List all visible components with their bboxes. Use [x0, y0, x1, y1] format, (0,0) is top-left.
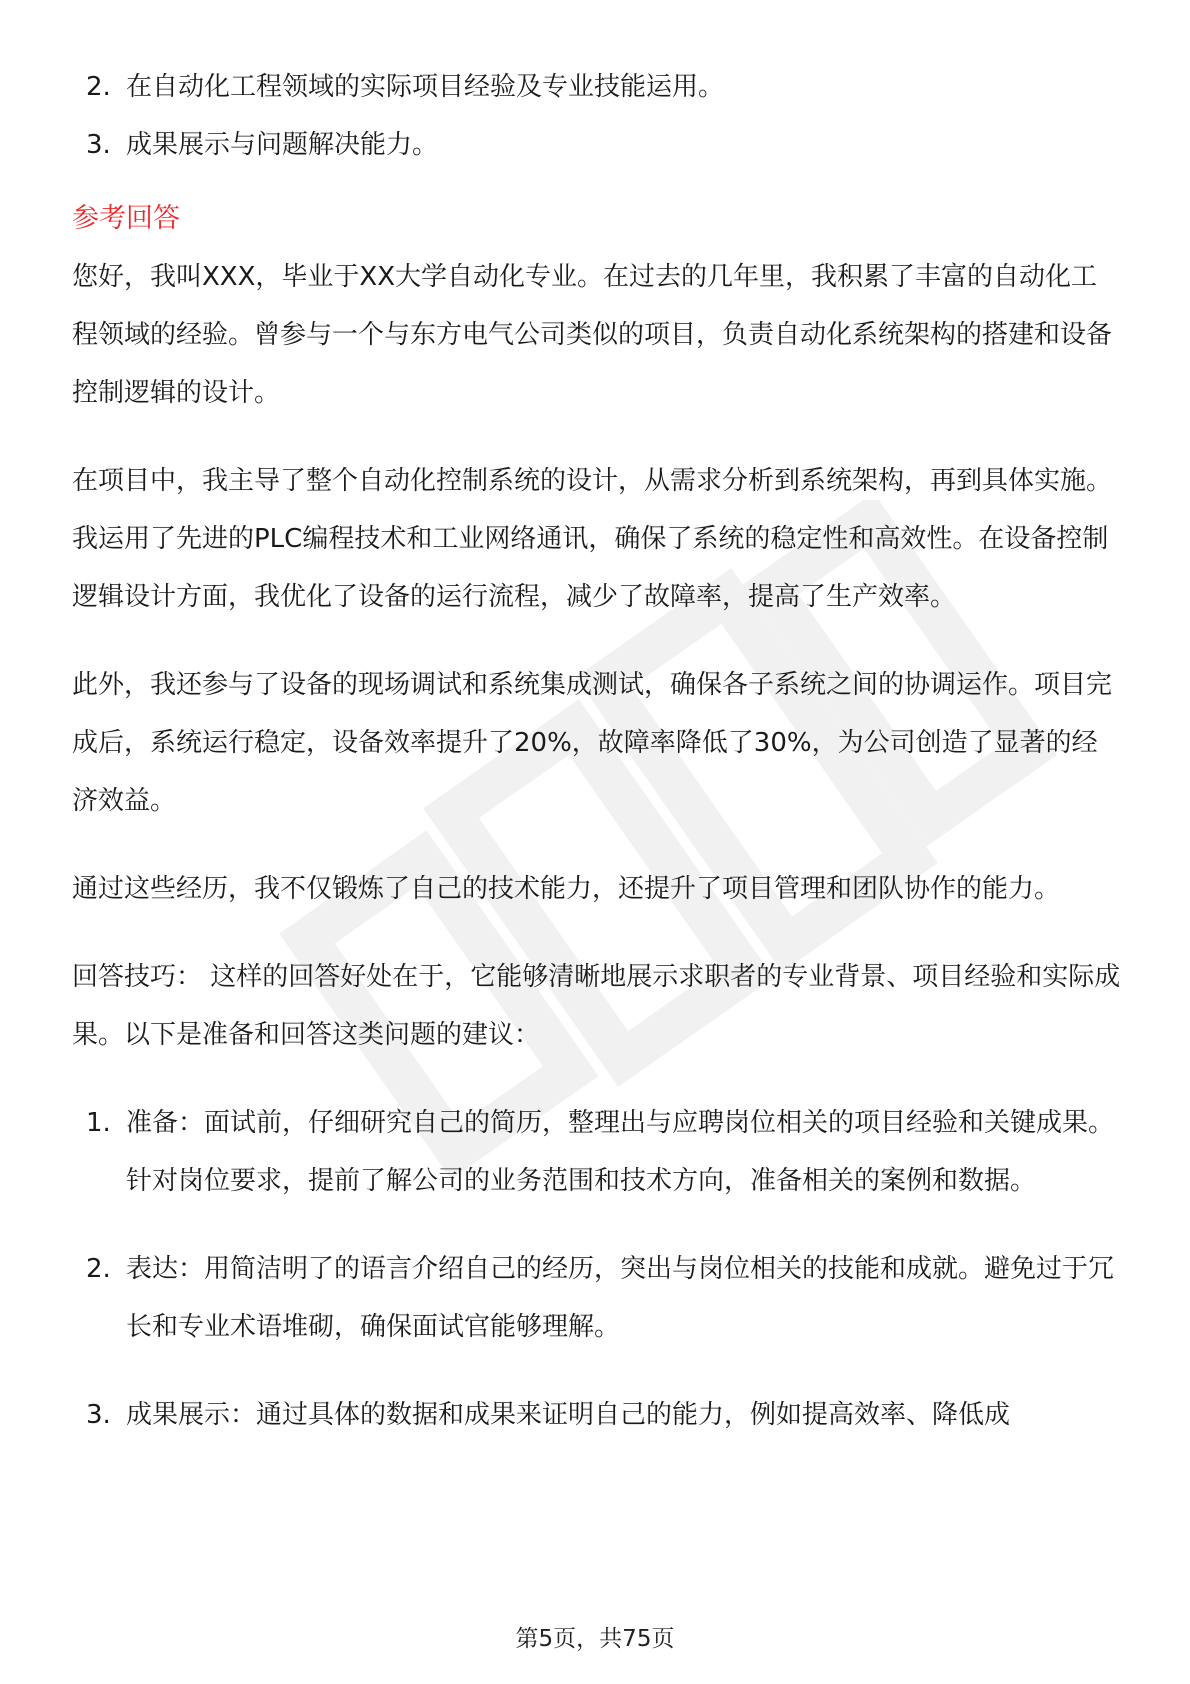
list-item — [72, 58, 1122, 116]
list-item — [72, 1094, 1122, 1210]
paragraph-summary: 通过这些经历，我不仅锻炼了自己的技术能力，还提升了项目管理和团队协作的能力。 — [72, 874, 1061, 904]
list-number: 2. — [86, 1254, 111, 1284]
section-heading: 参考回答 — [72, 203, 180, 234]
list-number: 3. — [86, 1400, 111, 1430]
list-item — [72, 1240, 1122, 1356]
paragraph-results: 此外，我还参与了设备的现场调试和系统集成测试，确保各子系统之间的协调运作。项目完成后，系统运行稳定，设备效率提升了20%，故障率降低了30%，为公司创造了显著的经济效益。 — [72, 670, 1113, 816]
list-item — [72, 116, 1122, 174]
paragraph-project: 在项目中，我主导了整个自动化控制系统的设计，从需求分析到系统架构，再到具体实施。我运用了先进的PLC编程技术和工业网络通讯，确保了系统的稳定性和高效性。在设备控制逻辑设计方面，我优化了设备的运行流程，减少了故障率，提高了生产效率。 — [72, 466, 1113, 612]
list-text: 在自动化工程领域的实际项目经验及专业技能运用。 — [126, 72, 725, 102]
list-number: 3. — [86, 130, 111, 160]
list-text: 准备：面试前，仔细研究自己的简历，整理出与应聘岗位相关的项目经验和关键成果。针对岗位要求，提前了解公司的业务范围和技术方向，准备相关的案例和数据。 — [126, 1108, 1115, 1196]
paragraph-intro: 您好，我叫XXX，毕业于XX大学自动化专业。在过去的几年里，我积累了丰富的自动化工程领域的经验。曾参与一个与东方电气公司类似的项目，负责自动化系统架构的搭建和设备控制逻辑的设计。 — [72, 262, 1113, 408]
list-text: 成果展示与问题解决能力。 — [126, 130, 439, 160]
tips-numbered-list — [72, 1094, 1122, 1444]
list-text: 表达：用简洁明了的语言介绍自己的经历，突出与岗位相关的技能和成就。避免过于冗长和专业术语堆砌，确保面试官能够理解。 — [126, 1254, 1115, 1342]
list-text: 成果展示：通过具体的数据和成果来证明自己的能力，例如提高效率、降低成 — [126, 1400, 1011, 1430]
list-number: 2. — [86, 72, 111, 102]
list-number: 1. — [86, 1108, 111, 1138]
page-footer: 第5页，共75页 — [515, 1626, 675, 1652]
top-numbered-list — [72, 58, 1122, 174]
paragraph-tips: 回答技巧： 这样的回答好处在于，它能够清晰地展示求职者的专业背景、项目经验和实际成果。以下是准备和回答这类问题的建议： — [72, 962, 1121, 1050]
list-item — [72, 1386, 1122, 1444]
document-content — [72, 58, 1122, 1474]
